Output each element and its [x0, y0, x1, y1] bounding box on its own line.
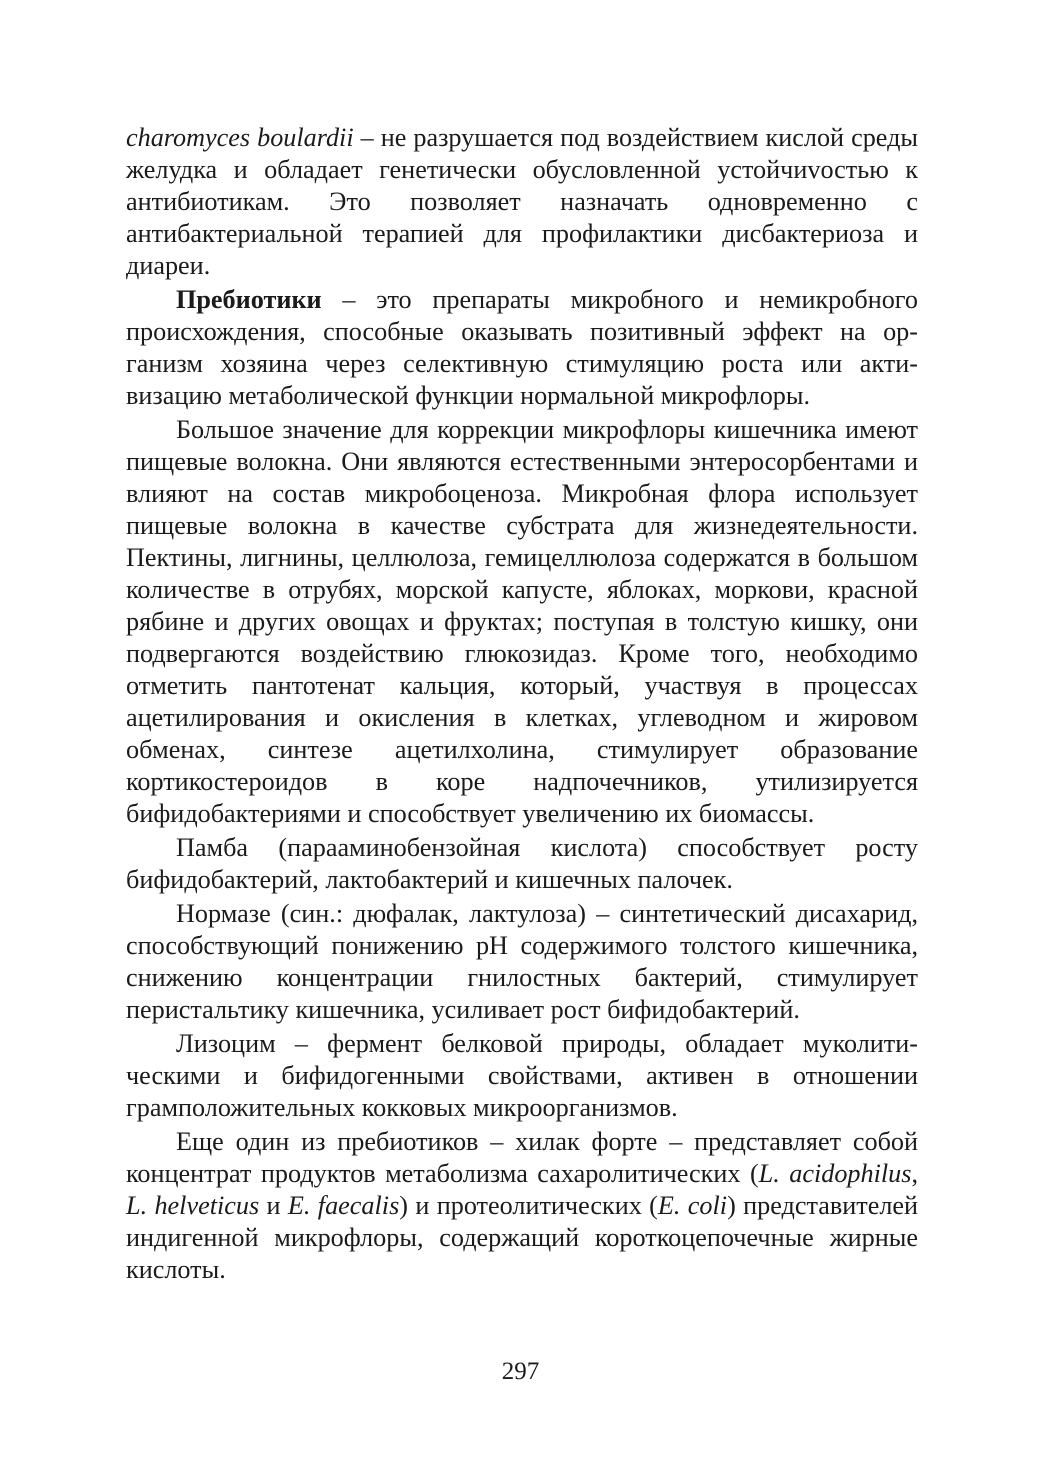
text-run: Памба (парааминобензойная кислота) способствует росту бифидобактерий, лактобактерий и кишечных палочек. — [126, 833, 918, 894]
term-prebiotics: Пребиотики — [176, 285, 322, 314]
page-number: 297 — [501, 1358, 540, 1385]
text-run: Нормазе (син.: дюфалак, лактулоза) – синтетический дисахарид, способствующий понижению рН содержимого толстого кишечника, снижению концентрации гнилостных бактерий, стимулирует перистальтику кишечника, усиливает рост бифидобактерий. — [126, 899, 918, 1024]
text-run: Большое значение для коррекции микрофлоры кишечника имеют пищевые волокна. Они являются естественными энтеросорбентами и влияют на состав микробоценоза. Микробная флора использует пищевые волокна в качестве субстрата для жизнедеятельности. Пектины, лигнины, целлюлоза, гемицеллюлоза содержатся в большом количестве в отрубях, морской капусте, яблоках, моркови, красной рябине и других овощах и фруктах; поступая в толстую кишку, они подвергаются воздействию глюкозидаз. Кроме того, необходимо отметить пантотенат кальция, который, участвуя в процессах ацетилирования и окисления в клетках, углеводном и жировом обменах, синтезе ацетилхолина, стимулирует образование кортикостероидов в коре надпочечников, утилизируется бифидобактериями и способствует увеличению их биомассы. — [126, 415, 918, 828]
species-name: L. acidophilus — [758, 1159, 912, 1188]
text-run: Лизоцим – фермент белковой природы, обладает муколитическими и бифидогенными свойствами, активен в отношении грамположительных кокковых микроорганизмов. — [126, 1029, 918, 1122]
species-name: E. coli — [657, 1191, 728, 1220]
text-run: Еще один из пребиотиков – хилак форте – представляет собой концентрат продуктов метаболизма сахаролитических ( — [126, 1127, 918, 1188]
text-run: charomyces boulardii — [126, 123, 354, 152]
page-text-body — [126, 122, 918, 1286]
species-name: L. helveticus — [126, 1191, 260, 1220]
paragraph-normaze — [126, 898, 918, 1026]
text-run: , — [911, 1159, 918, 1188]
paragraph-lysozyme — [126, 1028, 918, 1124]
paragraph-saccharomyces-continuation — [126, 122, 918, 282]
paragraph-dietary-fiber — [126, 414, 918, 830]
paragraph-pamba — [126, 832, 918, 896]
species-name: E. faecalis — [287, 1191, 400, 1220]
text-run: – это препараты микробного и немикробного происхождения, способные оказывать позитивный эффект на организм хозяина через селективную стимуляцию роста или активизацию метаболической функции нормальной микрофлоры. — [126, 285, 918, 410]
text-run: ) и протеолитических ( — [399, 1191, 658, 1220]
paragraph-hilak-forte — [126, 1126, 918, 1286]
text-run: и — [259, 1191, 288, 1220]
paragraph-prebiotics-definition — [126, 284, 918, 412]
text-run: ) представителей индигенной микрофлоры, содержащий короткоцепочечные жирные кислоты. — [126, 1191, 919, 1284]
text-run: – не разрушается под воздействием кислой среды желудка и обладает генетически обусловленной устойчиvостью к антибиотикам. Это позволяет назначать одновременно с антибактериальной терапией для профилактики дисбактериоза и диареи. — [126, 123, 918, 280]
